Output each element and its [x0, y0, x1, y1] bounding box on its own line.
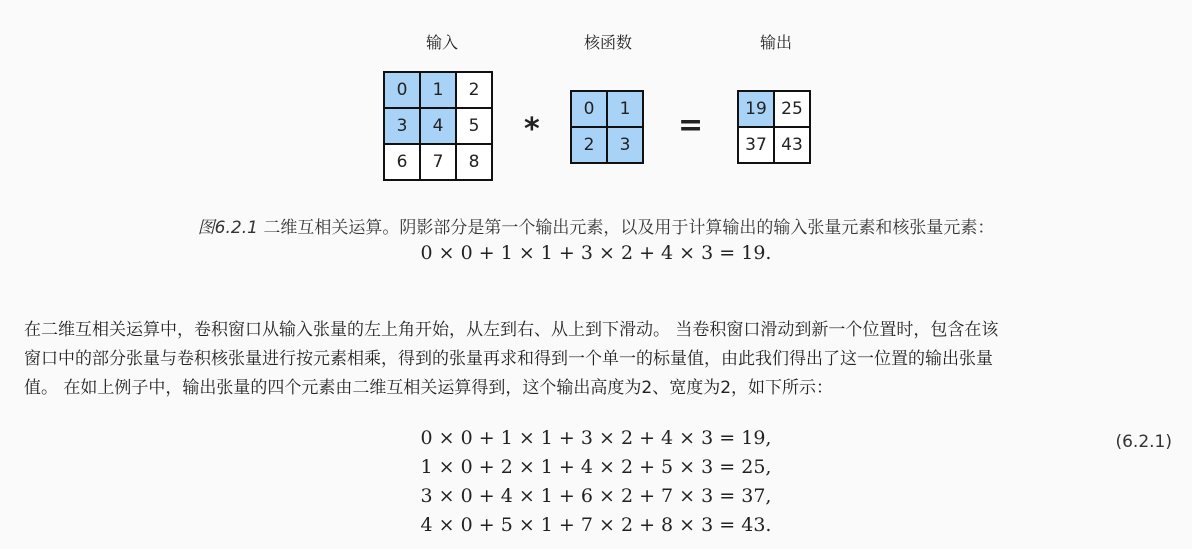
input-cell: 5 — [456, 108, 492, 144]
equals-symbol: = — [678, 108, 704, 143]
paragraph-line: 值。 在如上例子中，输出张量的四个元素由二维互相关运算得到，这个输出高度为2、宽度为2，如下所示： — [24, 378, 834, 398]
equation-line: 3 × 0 + 4 × 1 + 6 × 2 + 7 × 3 = 37, — [420, 485, 772, 507]
paragraph-line: 窗口中的部分张量与卷积核张量进行按元素相乘，得到的张量再求和得到一个单一的标量值，由此我们得出了这一位置的输出张量 — [24, 349, 993, 369]
input-matrix — [383, 71, 493, 181]
equation-line: 0 × 0 + 1 × 1 + 3 × 2 + 4 × 3 = 19, — [420, 427, 772, 449]
output-cell: 37 — [738, 127, 774, 163]
input-cell: 8 — [456, 144, 492, 180]
kernel-cell: 3 — [607, 127, 643, 163]
body-paragraph — [24, 316, 1174, 403]
kernel-cell: 0 — [571, 91, 607, 127]
figure-number: 图6.2.1 — [197, 218, 258, 238]
equation-block — [0, 424, 1192, 540]
input-cell: 7 — [420, 144, 456, 180]
input-label: 输入 — [425, 33, 458, 52]
equation-line: 1 × 0 + 2 × 1 + 4 × 2 + 5 × 3 = 25, — [420, 456, 772, 478]
input-cell: 0 — [384, 72, 420, 108]
input-cell: 6 — [384, 144, 420, 180]
kernel-matrix — [570, 90, 644, 164]
caption-formula: 0 × 0 + 1 × 1 + 3 × 2 + 4 × 3 = 19. — [420, 242, 772, 264]
output-matrix — [737, 90, 811, 164]
input-cell: 4 — [420, 108, 456, 144]
multiply-symbol: * — [524, 112, 540, 147]
output-cell: 25 — [774, 91, 810, 127]
output-cell: 43 — [774, 127, 810, 163]
equation-number: (6.2.1) — [1115, 432, 1172, 452]
kernel-cell: 2 — [571, 127, 607, 163]
kernel-cell: 1 — [607, 91, 643, 127]
figure-caption — [0, 213, 1192, 238]
input-cell: 2 — [456, 72, 492, 108]
input-cell: 1 — [420, 72, 456, 108]
kernel-label: 核函数 — [583, 33, 632, 52]
input-cell: 3 — [384, 108, 420, 144]
equation-line: 4 × 0 + 5 × 1 + 7 × 2 + 8 × 3 = 43. — [420, 514, 772, 536]
caption-text: 二维互相关运算。阴影部分是第一个输出元素，以及用于计算输出的输入张量元素和核张量元素： — [263, 218, 995, 238]
paragraph-line: 在二维互相关运算中，卷积窗口从输入张量的左上角开始，从左到右、从上到下滑动。 当卷积窗口滑动到新一个位置时，包含在该 — [24, 320, 999, 340]
output-label: 输出 — [759, 33, 792, 52]
output-cell: 19 — [738, 91, 774, 127]
